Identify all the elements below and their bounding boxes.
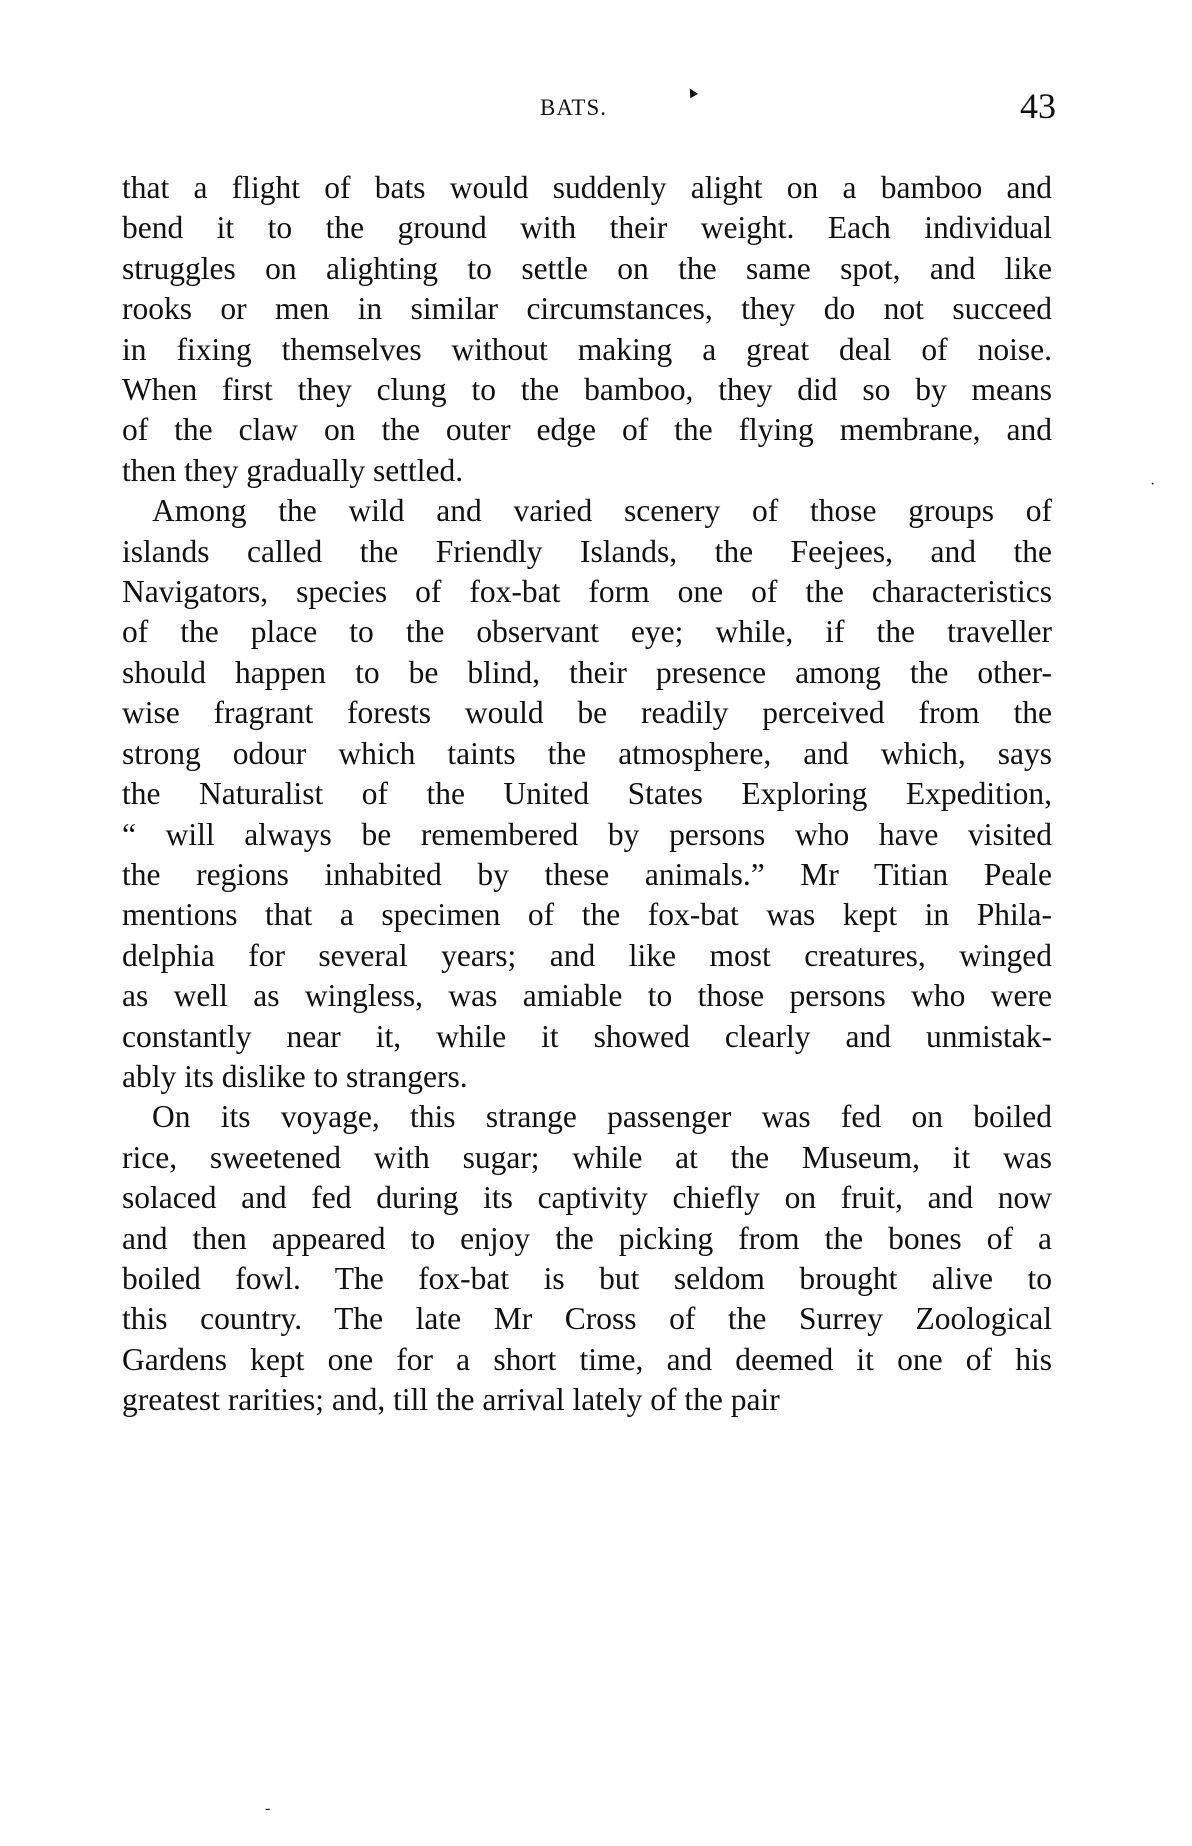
- text-line: When first they clung to the bamboo, they did so by means: [122, 372, 1052, 408]
- speck: ·: [1150, 476, 1156, 493]
- page-body: [122, 168, 1052, 1421]
- text-line: and then appeared to enjoy the picking from the bones of a: [122, 1220, 1052, 1256]
- text-line: the Naturalist of the United States Exploring Expedition,: [122, 776, 1052, 812]
- page-header: [0, 80, 1192, 145]
- page-number: 43: [1020, 86, 1056, 126]
- text-line: delphia for several years; and like most creatures, winged: [122, 937, 1052, 973]
- text-line: On its voyage, this strange passenger was fed on boiled: [152, 1099, 1052, 1135]
- text-line: greatest rarities; and, till the arrival lately of the pair: [122, 1382, 780, 1418]
- text-line: struggles on alighting to settle on the same spot, and like: [122, 250, 1052, 286]
- text-line: islands called the Friendly Islands, the Feejees, and the: [122, 533, 1052, 569]
- speck: ‐: [265, 1800, 271, 1817]
- text-line: constantly near it, while it showed clearly and unmistak-: [122, 1018, 1052, 1054]
- text-line: rice, sweetened with sugar; while at the Museum, it was: [122, 1139, 1052, 1175]
- running-head: BATS.: [540, 95, 607, 120]
- text-line: “ will always be remembered by persons who have visited: [122, 816, 1052, 852]
- text-line: then they gradually settled.: [122, 452, 464, 488]
- text-line: solaced and fed during its captivity chiefly on fruit, and now: [122, 1180, 1052, 1216]
- text-line: that a flight of bats would suddenly alight on a bamboo and: [122, 170, 1052, 205]
- text-line: Among the wild and varied scenery of those groups of: [152, 493, 1052, 529]
- ink-mark: ▴: [682, 80, 701, 102]
- text-line: the regions inhabited by these animals.” Mr Titian Peale: [122, 856, 1052, 892]
- paragraph: [122, 491, 1052, 1097]
- text-line: ably its dislike to strangers.: [122, 1058, 468, 1094]
- text-line: mentions that a specimen of the fox-bat was kept in Phila-: [122, 897, 1052, 933]
- paragraph: [122, 1097, 1052, 1420]
- text-line: boiled fowl. The fox-bat is but seldom brought alive to: [122, 1260, 1052, 1296]
- text-line: wise fragrant forests would be readily perceived from the: [122, 695, 1052, 731]
- text-line: Gardens kept one for a short time, and deemed it one of his: [122, 1341, 1052, 1377]
- text-line: rooks or men in similar circumstances, they do not succeed: [122, 291, 1052, 327]
- text-line: in fixing themselves without making a great deal of noise.: [122, 331, 1052, 367]
- text-line: as well as wingless, was amiable to those persons who were: [122, 978, 1052, 1014]
- text-line: this country. The late Mr Cross of the Surrey Zoological: [122, 1301, 1052, 1337]
- text-line: Navigators, species of fox-bat form one of the characteristics: [122, 574, 1052, 610]
- text-line: strong odour which taints the atmosphere, and which, says: [122, 735, 1052, 771]
- text-line: of the claw on the outer edge of the flying membrane, and: [122, 412, 1052, 448]
- text-line: bend it to the ground with their weight. Each individual: [122, 210, 1052, 246]
- text-line: of the place to the observant eye; while, if the traveller: [122, 614, 1052, 650]
- paragraph: [122, 168, 1052, 491]
- text-line: should happen to be blind, their presence among the other-: [122, 654, 1052, 690]
